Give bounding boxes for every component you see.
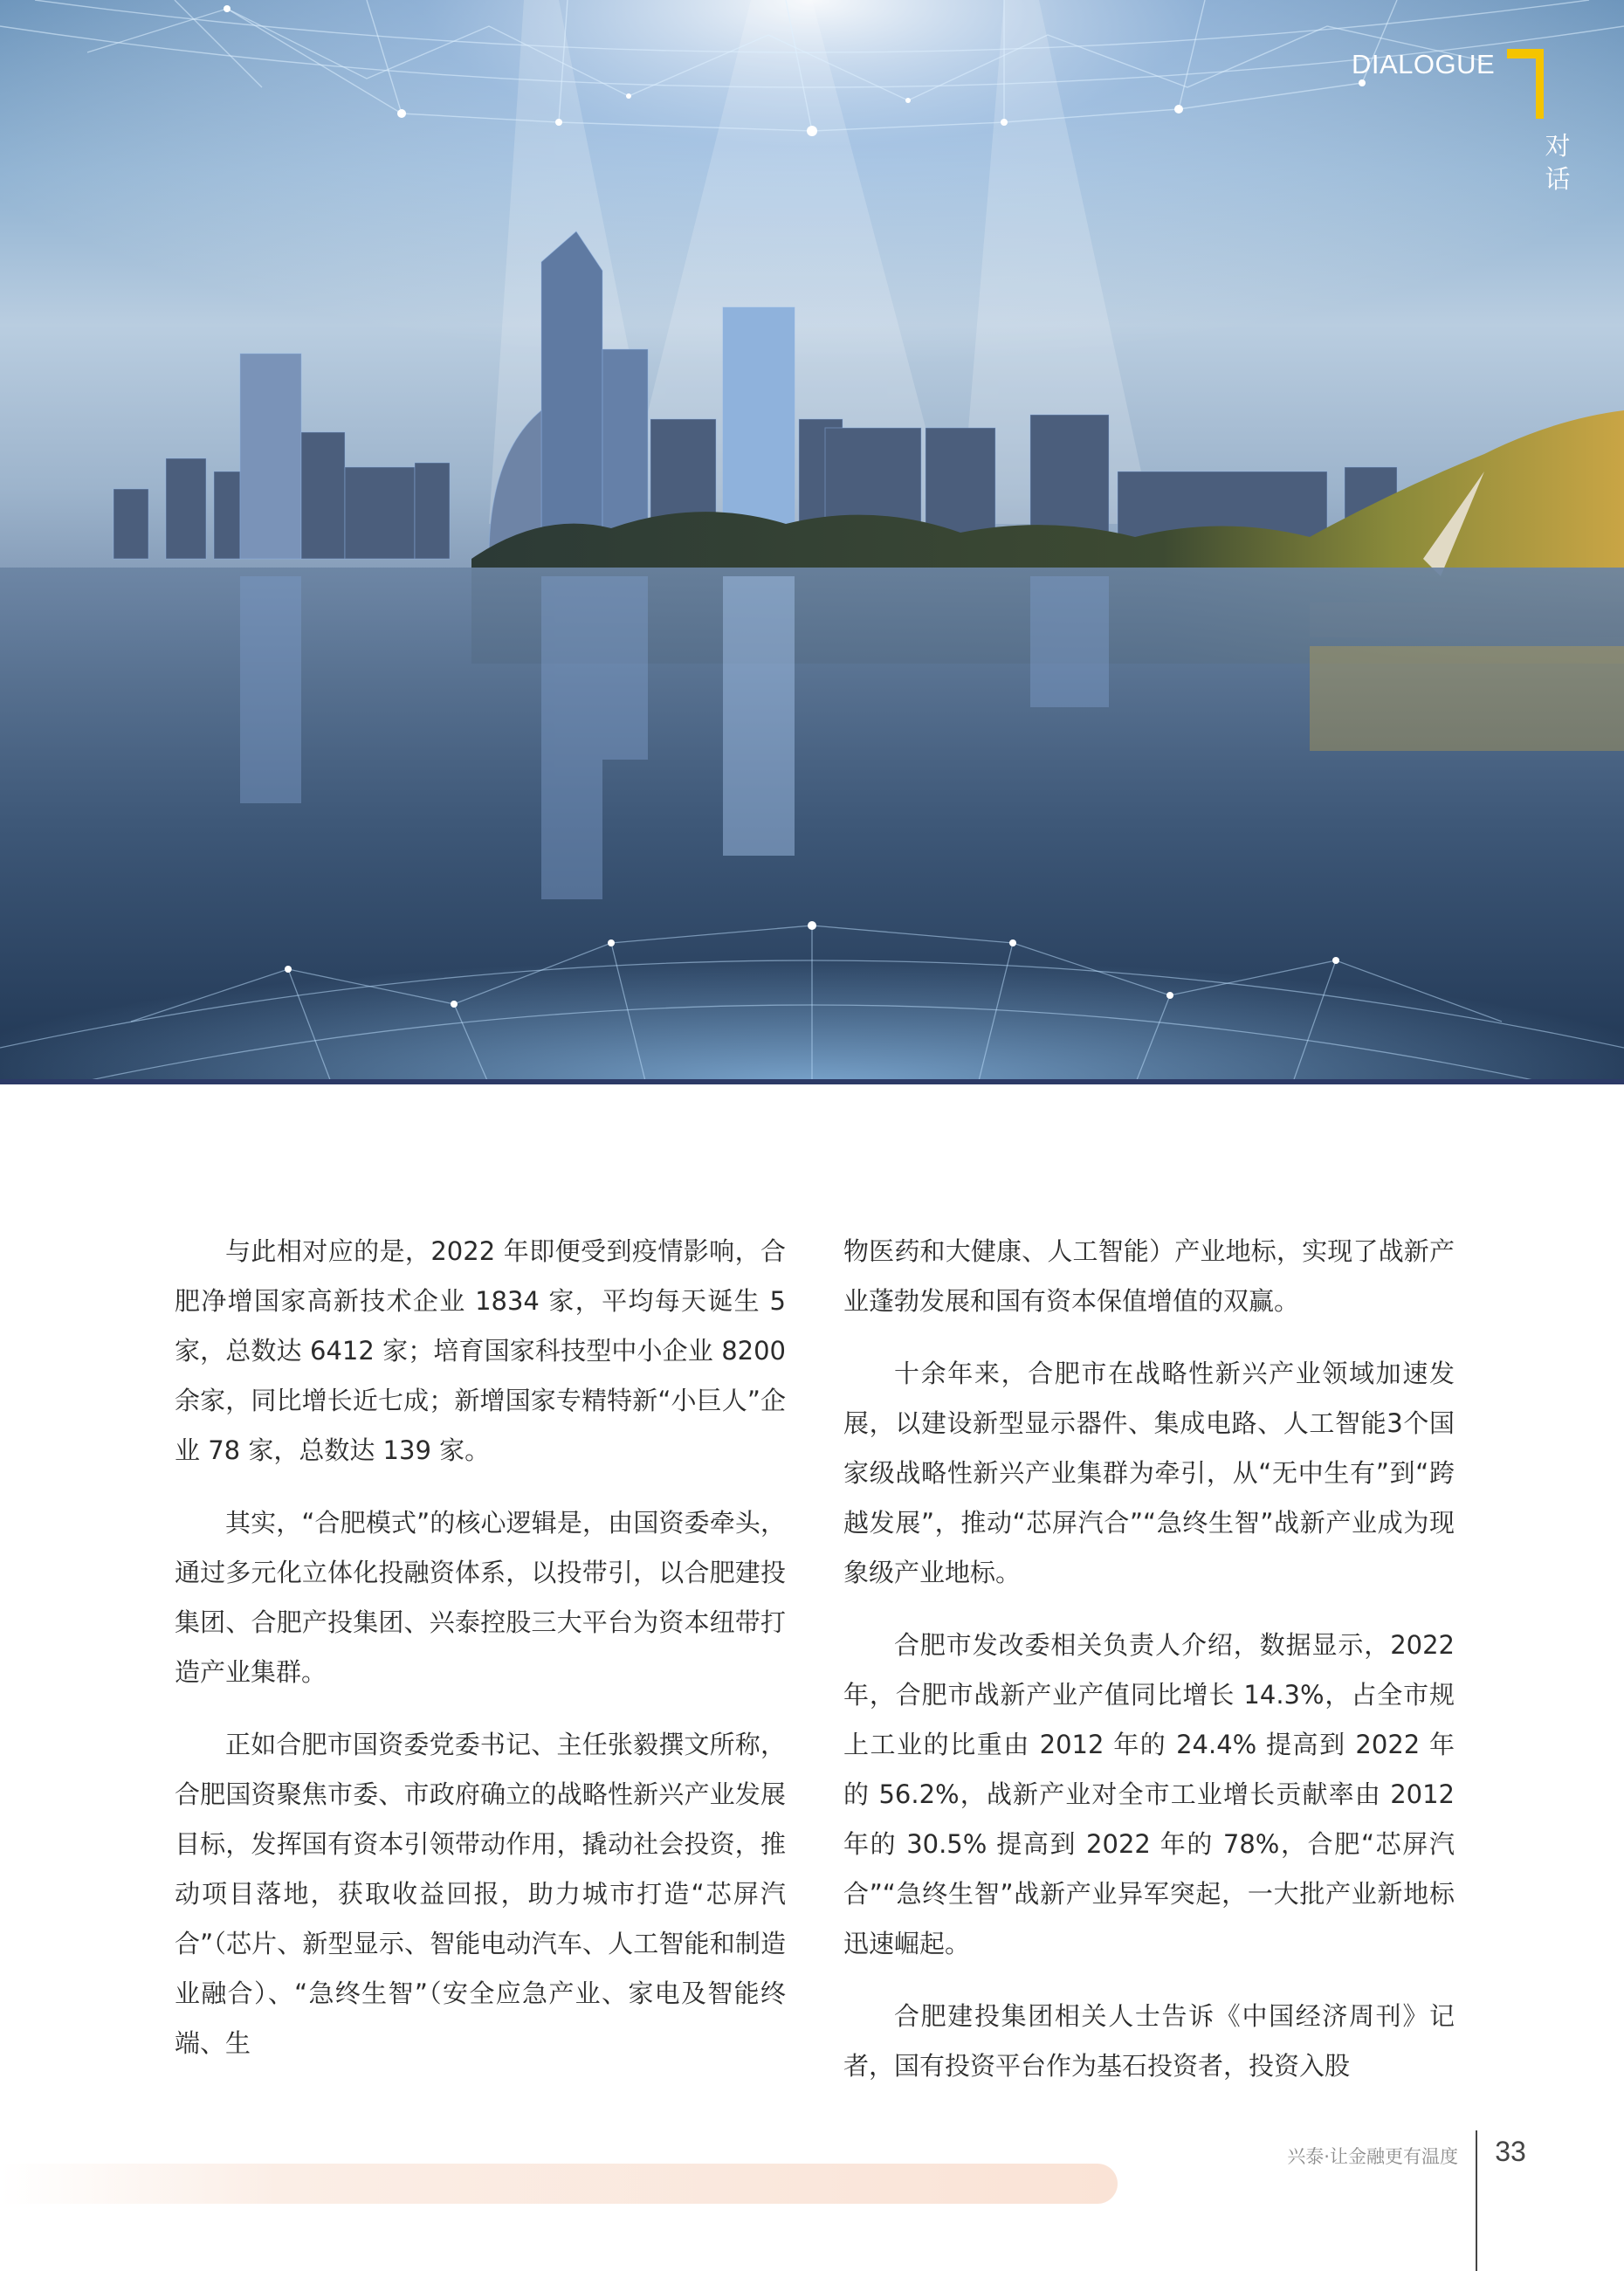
paragraph: 十余年来，合肥市在战略性新兴产业领域加速发展，以建设新型显示器件、集成电路、人工智能3个国家级战略性新兴产业集群为牵引，从“无中生有”到“跨越发展”，推动“芯屏汽合”“急终生智”战新产业成为现象级产业地标。: [843, 1359, 1455, 1587]
hero-bottom-rule: [0, 1079, 1624, 1084]
section-title-en: DIALOGUE: [1352, 49, 1496, 79]
section-tag: [1352, 45, 1579, 203]
footer-decorative-band: [0, 2164, 1118, 2204]
section-title-cn: [1540, 129, 1575, 196]
yellow-bracket-icon: [1507, 49, 1544, 119]
section-title-cn-char: 对: [1545, 131, 1571, 161]
footer-slogan: 兴泰·让金融更有温度: [1287, 2146, 1458, 2167]
section-title-cn-char: 话: [1545, 164, 1571, 194]
paragraph: 正如合肥市国资委党委书记、主任张毅撰文所称，合肥国资聚焦市委、市政府确立的战略性新兴产业发展目标，发挥国有资本引领带动作用，撬动社会投资，推动项目落地，获取收益回报，助力城市打造“芯屏汽合”（芯片、新型显示、智能电动汽车、人工智能和制造业融合）、“急终生智”（安全应急产业、家电及智能终端、生: [175, 1730, 786, 2058]
body-column-right: [843, 1227, 1455, 2114]
paragraph: 合肥建投集团相关人士告诉《中国经济周刊》记者，国有投资平台作为基石投资者，投资入股: [843, 2001, 1455, 2081]
body-column-left: [175, 1227, 786, 2091]
paragraph-continued: 物医药和大健康、人工智能）产业地标，实现了战新产业蓬勃发展和国有资本保值增值的双赢。: [843, 1236, 1455, 1316]
paragraph: 合肥市发改委相关负责人介绍，数据显示，2022 年，合肥市战新产业产值同比增长 14.3%，占全市规上工业的比重由 2012 年的 24.4% 提高到 2022 年的 56.2%，战新产业对全市工业增长贡献率由 2012 年的 30.5% 提高到 2022 年的 78%，合肥“芯屏汽合”“急终生智”战新产业异军突起，一大批产业新地标迅速崛起。: [843, 1630, 1455, 1958]
paragraph: 其实，“合肥模式”的核心逻辑是，由国资委牵头，通过多元化立体化投融资体系，以投带引，以合肥建投集团、合肥产投集团、兴泰控股三大平台为资本纽带打造产业集群。: [175, 1508, 786, 1687]
paragraph: 与此相对应的是，2022 年即便受到疫情影响，合肥净增国家高新技术企业 1834 家，平均每天诞生 5 家，总数达 6412 家；培育国家科技型中小企业 8200 余家，同比增长近七成；新增国家专精特新“小巨人”企业 78 家，总数达 139 家。: [175, 1236, 786, 1465]
footer-divider: [1476, 2130, 1477, 2271]
page-number: 33: [1495, 2136, 1526, 2167]
